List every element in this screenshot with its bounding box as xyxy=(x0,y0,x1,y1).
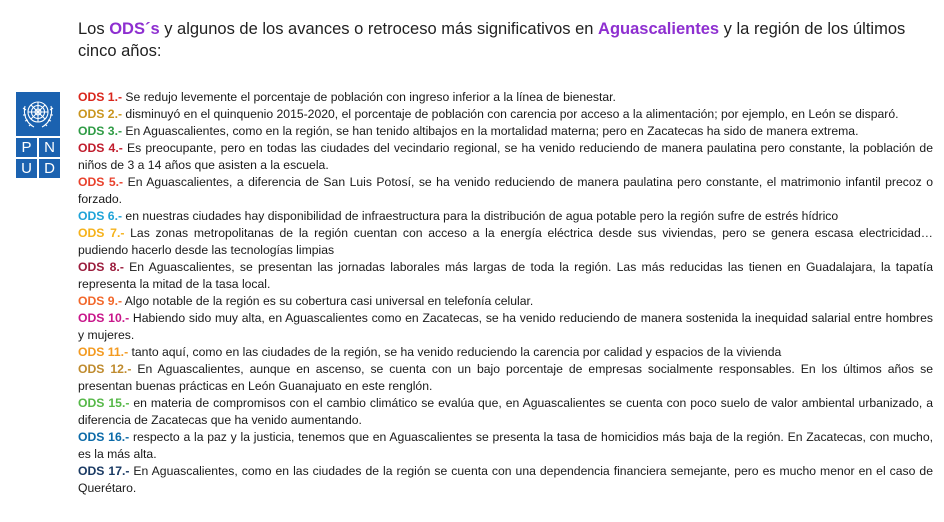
ods-item xyxy=(78,429,933,463)
ods-label: ODS 16.- xyxy=(78,430,130,444)
ods-item xyxy=(78,463,933,497)
ods-label: ODS 12.- xyxy=(78,362,132,376)
ods-label: ODS 2.- xyxy=(78,107,123,121)
ods-text: En Aguascalientes, aunque en ascenso, se cuenta con un bajo porcentaje de empresas socialmente responsables. En los últimos años se presentan buenas prácticas en León Guanajuato en este renglón. xyxy=(78,362,933,393)
ods-label: ODS 7.- xyxy=(78,226,125,240)
title-text-3: y la región de los últimos cinco años: xyxy=(78,20,906,60)
ods-text: disminuyó en el quinquenio 2015-2020, el porcentaje de población con carencia por acceso a la alimentación; por ejemplo, en León se disparó. xyxy=(122,107,899,121)
title-text-2: y algunos de los avances o retroceso más significativos en xyxy=(159,20,599,38)
ods-item xyxy=(78,225,933,259)
ods-item xyxy=(78,106,933,123)
ods-label: ODS 6.- xyxy=(78,209,123,223)
ods-item xyxy=(78,89,933,106)
ods-text: En Aguascalientes, a diferencia de San Luis Potosí, se ha venido reduciendo de manera paulatina pero constante, el matrimonio infantil precoz o forzado. xyxy=(78,175,933,206)
ods-item xyxy=(78,174,933,208)
pnud-logo xyxy=(16,92,60,176)
ods-text: en nuestras ciudades hay disponibilidad de infraestructura para la distribución de agua potable pero la región sufre de estrés hídrico xyxy=(122,209,839,223)
page-title xyxy=(78,18,934,62)
ods-item xyxy=(78,395,933,429)
ods-item xyxy=(78,208,933,225)
ods-label: ODS 1.- xyxy=(78,90,123,104)
logo-letter-d: D xyxy=(39,159,60,178)
ods-item xyxy=(78,361,933,395)
ods-text: En Aguascalientes, se presentan las jornadas laborales más largas de toda la región. Las más reducidas las tienen en Guadalajara, la tapatía representa la mitad de la tasa local. xyxy=(78,260,933,291)
ods-item xyxy=(78,259,933,293)
ods-label: ODS 8.- xyxy=(78,260,124,274)
ods-item xyxy=(78,140,933,174)
ods-label: ODS 3.- xyxy=(78,124,123,138)
ods-label: ODS 15.- xyxy=(78,396,130,410)
ods-label: ODS 5.- xyxy=(78,175,124,189)
ods-text: En Aguascalientes, como en la región, se han tenido altibajos en la mortalidad materna; pero en Zacatecas ha sido de manera extrema. xyxy=(122,124,859,138)
ods-text: En Aguascalientes, como en las ciudades de la región se cuenta con una dependencia financiera semejante, pero es mucho menor en el caso de Querétaro. xyxy=(78,464,933,495)
ods-label: ODS 9.- xyxy=(78,294,123,308)
ods-text: Es preocupante, pero en todas las ciudades del vecindario regional, se ha venido reduciendo de manera paulatina pero constante, la población de niños de 3 a 14 años que asisten a la escuela. xyxy=(78,141,933,172)
ods-item xyxy=(78,123,933,140)
ods-text: en materia de compromisos con el cambio climático se evalúa que, en Aguascalientes se cuenta con poco suelo de valor ambiental urbanizado, a diferencia de Zacatecas que ha venido aumentando. xyxy=(78,396,933,427)
ods-text: respecto a la paz y la justicia, tenemos que en Aguascalientes se presenta la tasa de homicidios más baja de la región. En Zacatecas, con mucho, es la más alta. xyxy=(78,430,933,461)
title-place: Aguascalientes xyxy=(598,20,720,38)
ods-label: ODS 11.- xyxy=(78,345,129,359)
logo-letter-p: P xyxy=(16,138,37,157)
un-emblem-icon xyxy=(16,92,60,136)
ods-item xyxy=(78,344,933,361)
title-ods-word: ODS´s xyxy=(109,20,160,38)
ods-text: Se redujo levemente el porcentaje de población con ingreso inferior a la línea de bienestar. xyxy=(122,90,616,104)
ods-text: Algo notable de la región es su cobertura casi universal en telefonía celular. xyxy=(122,294,534,308)
ods-label: ODS 4.- xyxy=(78,141,123,155)
ods-label: ODS 17.- xyxy=(78,464,130,478)
ods-label: ODS 10.- xyxy=(78,311,130,325)
ods-text: Habiendo sido muy alta, en Aguascalientes como en Zacatecas, se ha venido reduciendo de manera sostenida la inequidad salarial entre hombres y mujeres. xyxy=(78,311,933,342)
ods-list xyxy=(78,89,933,497)
ods-text: tanto aquí, como en las ciudades de la región, se ha venido reduciendo la carencia por calidad y espacios de la vivienda xyxy=(128,345,782,359)
title-text-1: Los xyxy=(78,20,110,38)
logo-letter-n: N xyxy=(39,138,60,157)
ods-item xyxy=(78,293,933,310)
ods-item xyxy=(78,310,933,344)
ods-text: Las zonas metropolitanas de la región cuentan con acceso a la energía eléctrica desde sus viviendas, pero se genera escasa electricidad… pudiendo hacerlo desde las tecnologías limpias xyxy=(78,226,933,257)
logo-letter-u: U xyxy=(16,159,37,178)
